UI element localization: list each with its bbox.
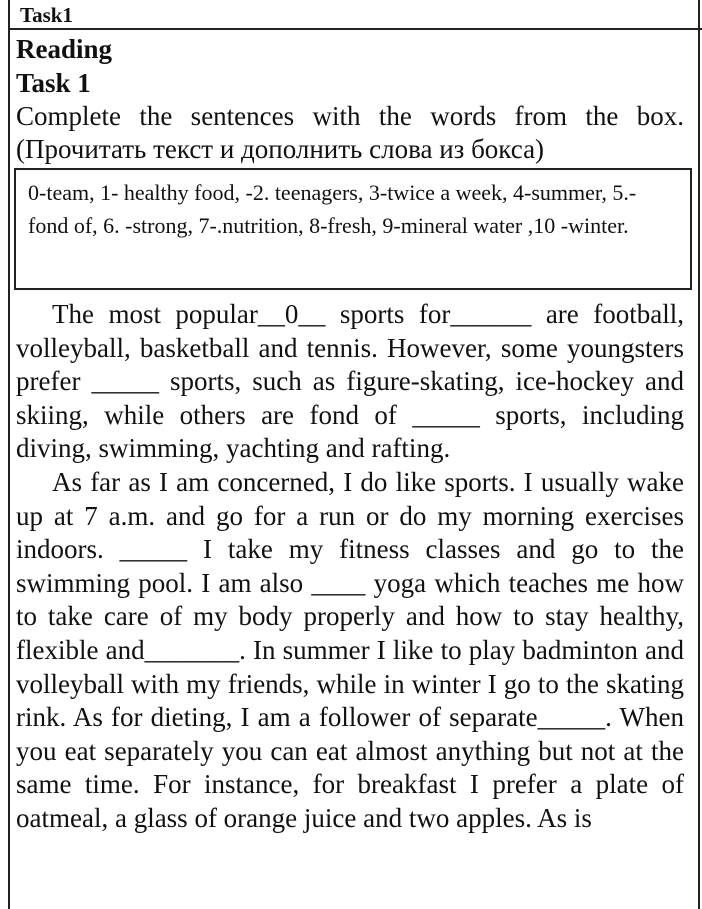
instruction-line-1: Complete the sentences with the words from the box. <box>16 101 684 131</box>
table-left-border <box>8 30 10 909</box>
word-box-text: 0-team, 1- healthy food, -2. teenagers, 3-twice a week, 4-summer, 5.- fond of, 6. -strong, 7-.nutrition, 8-fresh, 9-mineral water ,10 -winter. <box>28 180 637 238</box>
task-content <box>16 32 684 836</box>
section-title: Reading <box>16 34 113 64</box>
word-box <box>14 168 692 290</box>
task-title: Task 1 <box>16 68 91 98</box>
instruction-line-2: (Прочитать текст и дополнить слова из бокса) <box>16 134 545 164</box>
reading-passage <box>16 298 684 836</box>
instruction-text <box>16 100 684 166</box>
header-label: Task1 <box>20 3 73 27</box>
passage-paragraph-2: As far as I am concerned, I do like sports. I usually wake up at 7 a.m. and go for a run or do my morning exercises indoors. _____ I take my fitness classes and go to the swimming pool. I am also ____ yoga which teaches me how to take care of my body properly and how to stay healthy, flexible and_______. In summer I like to play badminton and volleyball with my friends, while in winter I go to the skating rink. As for dieting, I am a follower of separate_____. When you eat separately you can eat almost anything but not at the same time. For instance, for breakfast I prefer a plate of oatmeal, a glass of orange juice and two apples. As is <box>16 466 684 833</box>
passage-paragraph-1: The most popular__0__ sports for______ are football, volleyball, basketball and tennis. However, some youngsters prefer _____ sports, such as figure-skating, ice-hockey and skiing, while others are fond of _____ sports, including diving, swimming, yachting and rafting. <box>16 299 684 464</box>
table-right-border <box>698 0 700 909</box>
table-header-cell <box>8 0 702 30</box>
